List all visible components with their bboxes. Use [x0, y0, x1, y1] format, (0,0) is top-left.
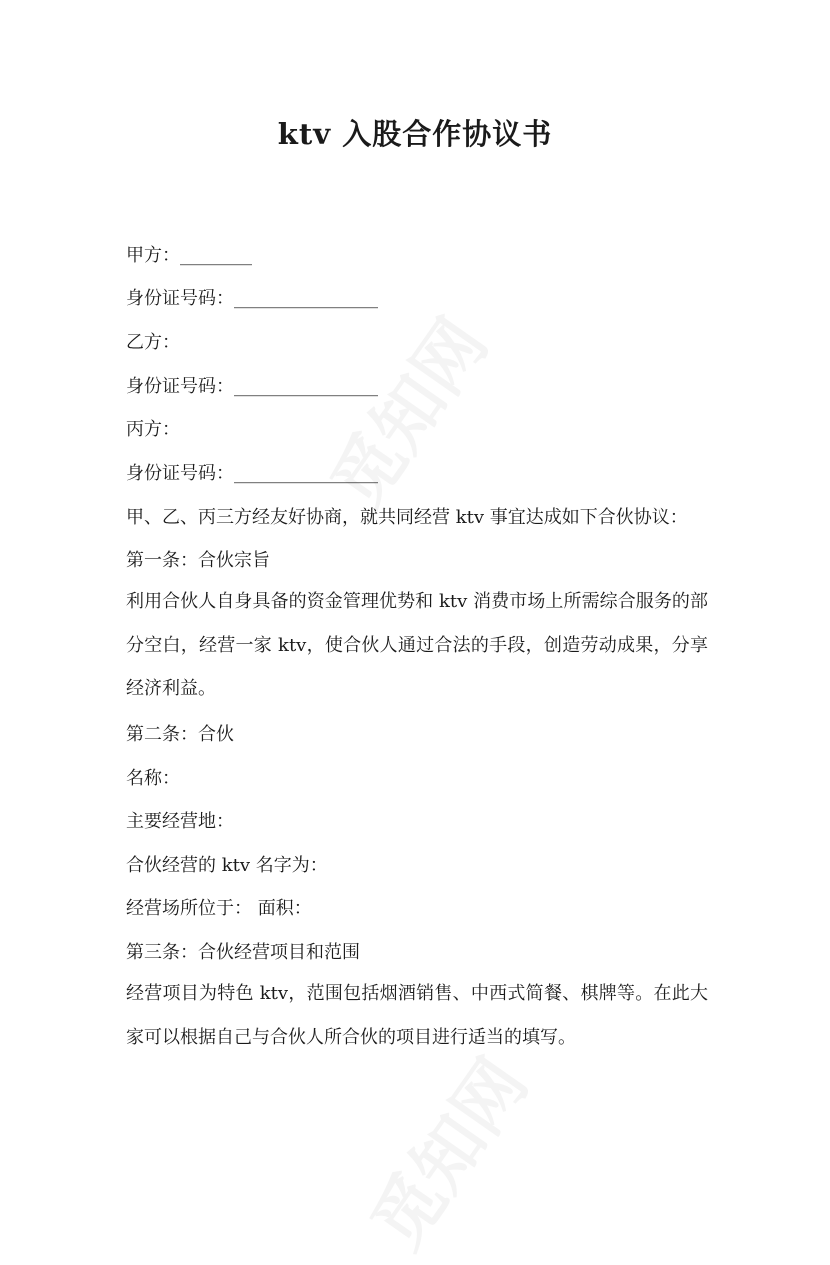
article-3-heading: 第三条：合伙经营项目和范围: [126, 942, 360, 963]
article-1-body: 利用合伙人自身具备的资金管理优势和 ktv 消费市场上所需综合服务的部分空白，经营一家 ktv，使合伙人通过合法的手段，创造劳动成果，分享经济利益。: [126, 591, 708, 699]
intro-line: 甲、乙、丙三方经友好协商，就共同经营 ktv 事宜达成如下合伙协议：: [126, 507, 688, 528]
party-b-line: 乙方：: [126, 332, 180, 353]
ktv-name-line: 合伙经营的 ktv 名字为：: [126, 855, 328, 876]
party-b-id-line: 身份证号码：________________: [126, 376, 378, 397]
name-line: 名称：: [126, 768, 180, 789]
party-c-line: 丙方：: [126, 419, 180, 440]
article-2-heading: 第二条：合伙: [126, 724, 234, 745]
document-title: ktv 入股合作协议书: [277, 117, 553, 151]
party-a-line: 甲方：________: [126, 245, 252, 266]
watermark: [303, 296, 506, 526]
article-1-heading: 第一条：合伙宗旨: [126, 550, 270, 571]
party-c-id-line: 身份证号码：________________: [126, 463, 378, 484]
article-3-body: 经营项目为特色 ktv，范围包括烟酒销售、中西式简餐、棋牌等。在此大家可以根据自己与合伙人所合伙的项目进行适当的填写。: [126, 983, 708, 1048]
watermark: [343, 1036, 546, 1265]
main-location-line: 主要经营地：: [126, 811, 234, 832]
party-a-id-line: 身份证号码：________________: [126, 288, 378, 309]
venue-line: 经营场所位于： 面积：: [126, 898, 312, 919]
